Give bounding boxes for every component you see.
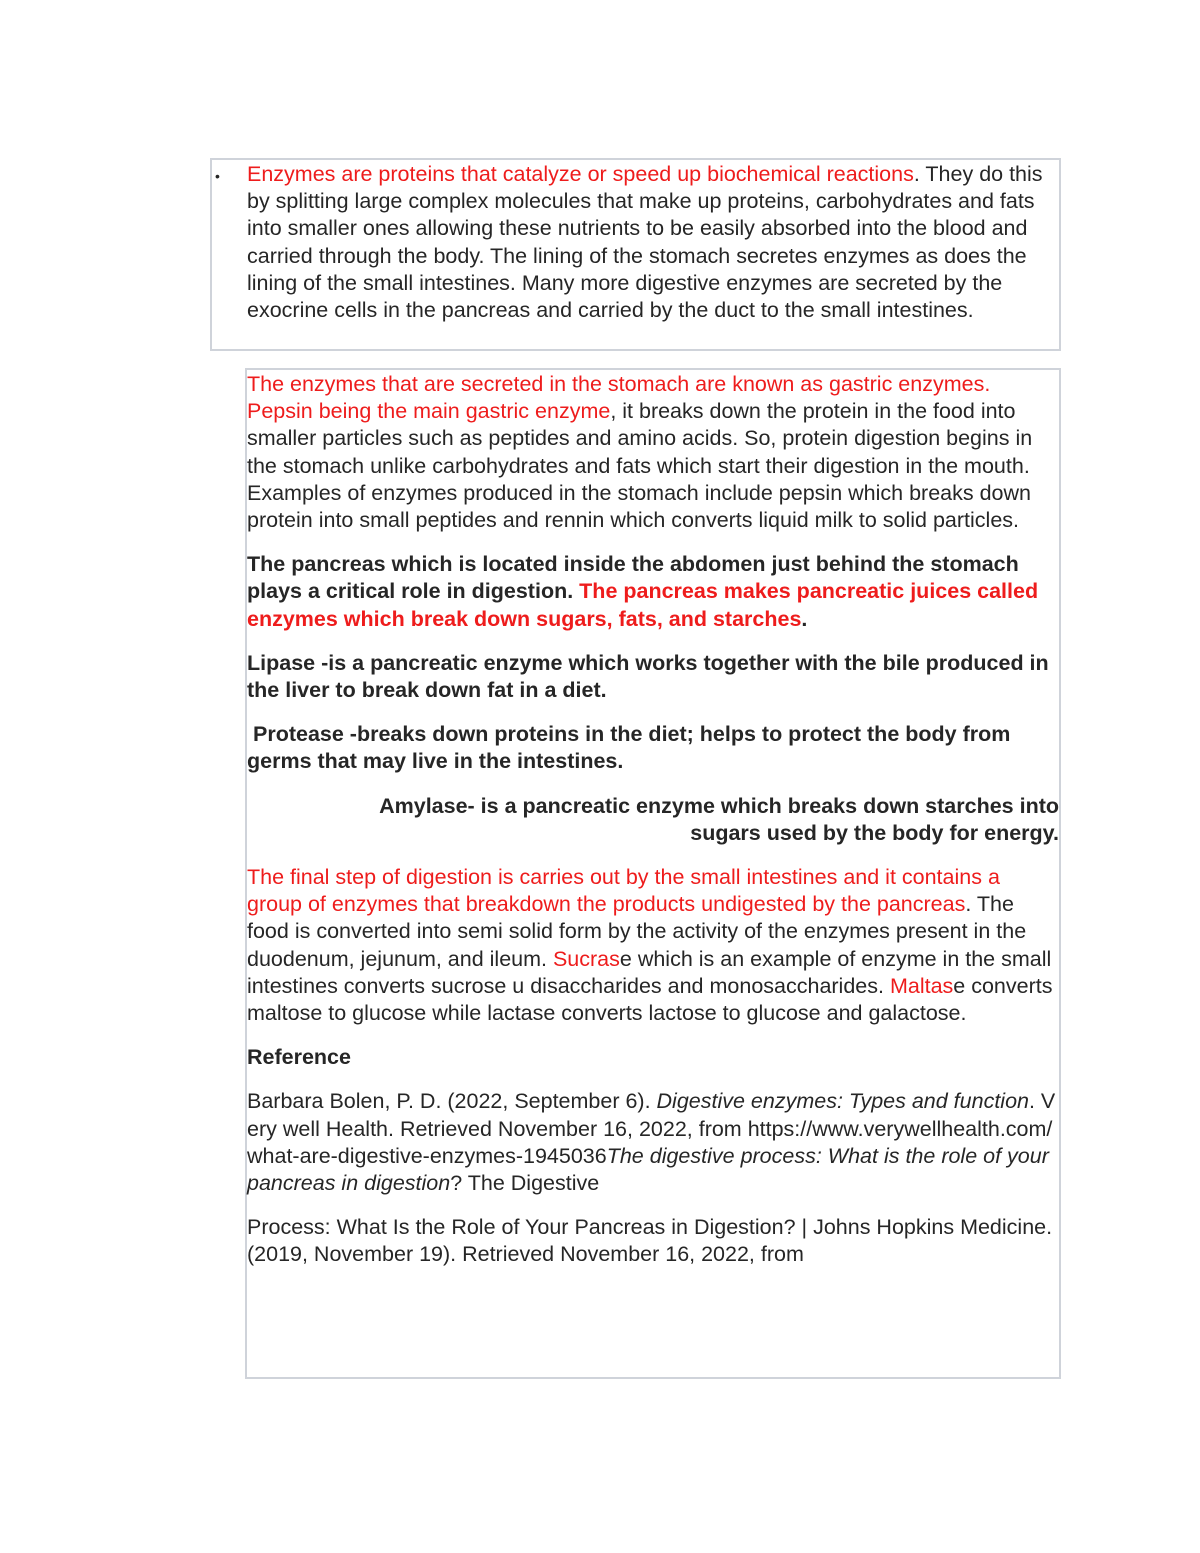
intro-body: . They do this by splitting large complex molecules that make up proteins, carbohydrates and fats into smaller ones allowing these nutrients to be easily absorbed into the blood and carried through the body. The lining of the stomach secretes enzymes as does the lining of the small intestines. Many more digestive enzymes are secreted by the exocrine cells in the pancreas and carried by the duct to the small intestines. bbox=[247, 162, 1043, 323]
final-step-body-2: e which is an example of enzyme in the small intestines converts sucrose u disaccharides and monosaccharides. bbox=[247, 946, 1052, 998]
reference-1-tail: ? The Digestive bbox=[450, 1171, 600, 1196]
reference-heading: Reference bbox=[247, 1045, 351, 1070]
pancreas-intro: The pancreas which is located inside the abdomen just behind the stomach plays a critical role in digestion. bbox=[247, 552, 1019, 604]
final-step-body-3: e converts maltose to glucose while lactase converts lactose to glucose and galactose. bbox=[247, 973, 1053, 1026]
amylase-line-2: sugars used by the body for energy. bbox=[690, 820, 1059, 845]
pancreas-end: . bbox=[801, 606, 808, 631]
intro-text-box bbox=[210, 158, 1061, 351]
bullet-icon: • bbox=[215, 168, 220, 184]
final-step-body-1: . The food is converted into semi solid form by the activity of the enzymes present in the duodenum, jejunum, and ileum. bbox=[247, 892, 1027, 971]
lipase-paragraph: Lipase -is a pancreatic enzyme which works together with the bile produced in the liver to break down fat in a diet. bbox=[247, 650, 1049, 703]
reference-2: Process: What Is the Role of Your Pancreas in Digestion? | Johns Hopkins Medicine. (2019, November 19). Retrieved November 16, 2022, from bbox=[247, 1215, 1053, 1267]
gastric-highlight: The enzymes that are secreted in the stomach are known as gastric enzymes. Pepsin being the main gastric enzyme bbox=[247, 372, 991, 424]
final-step-paragraph bbox=[247, 864, 1059, 1027]
intro-paragraph bbox=[247, 161, 1047, 324]
reference-1 bbox=[247, 1088, 1059, 1197]
pancreas-highlight: The pancreas makes pancreatic juices called enzymes which break down sugars, fats, and starches bbox=[247, 579, 1039, 631]
reference-1-body: . Very well Health. Retrieved November 16, 2022, from https://www.verywellhealth.com/what-are-digestive-enzymes-1945036 bbox=[247, 1089, 1056, 1168]
protease-paragraph: Protease -breaks down proteins in the diet; helps to protect the body from germs that may live in the intestines. bbox=[247, 722, 1017, 774]
sucrase-highlight: Sucras bbox=[552, 946, 620, 971]
gastric-paragraph bbox=[247, 371, 1059, 534]
main-text-box bbox=[245, 368, 1061, 1379]
reference-1-title: Digestive enzymes: Types and function bbox=[656, 1089, 1029, 1114]
reference-1-authors: Barbara Bolen, P. D. (2022, September 6). bbox=[247, 1089, 657, 1114]
reference-1-title-2: The digestive process: What is the role of your pancreas in digestion bbox=[247, 1143, 1049, 1196]
gastric-body: , it breaks down the protein in the food into smaller particles such as peptides and amino acids. So, protein digestion begins in the stomach unlike carbohydrates and fats which start their digestion in the mouth. Examples of enzymes produced in the stomach include pepsin which breaks down protein into small peptides and rennin which converts liquid milk to solid particles. bbox=[247, 399, 1033, 533]
maltase-highlight: Maltas bbox=[889, 973, 954, 998]
amylase-line-1: Amylase- is a pancreatic enzyme which breaks down starches into bbox=[379, 793, 1059, 818]
pancreas-paragraph bbox=[247, 551, 1059, 633]
intro-highlight: Enzymes are proteins that catalyze or speed up biochemical reactions bbox=[247, 162, 914, 186]
final-step-highlight: The final step of digestion is carries out by the small intestines and it contains a group of enzymes that breakdown the products undigested by the pancreas bbox=[247, 865, 1000, 917]
amylase-paragraph bbox=[247, 793, 1059, 847]
main-content bbox=[247, 371, 1059, 1269]
